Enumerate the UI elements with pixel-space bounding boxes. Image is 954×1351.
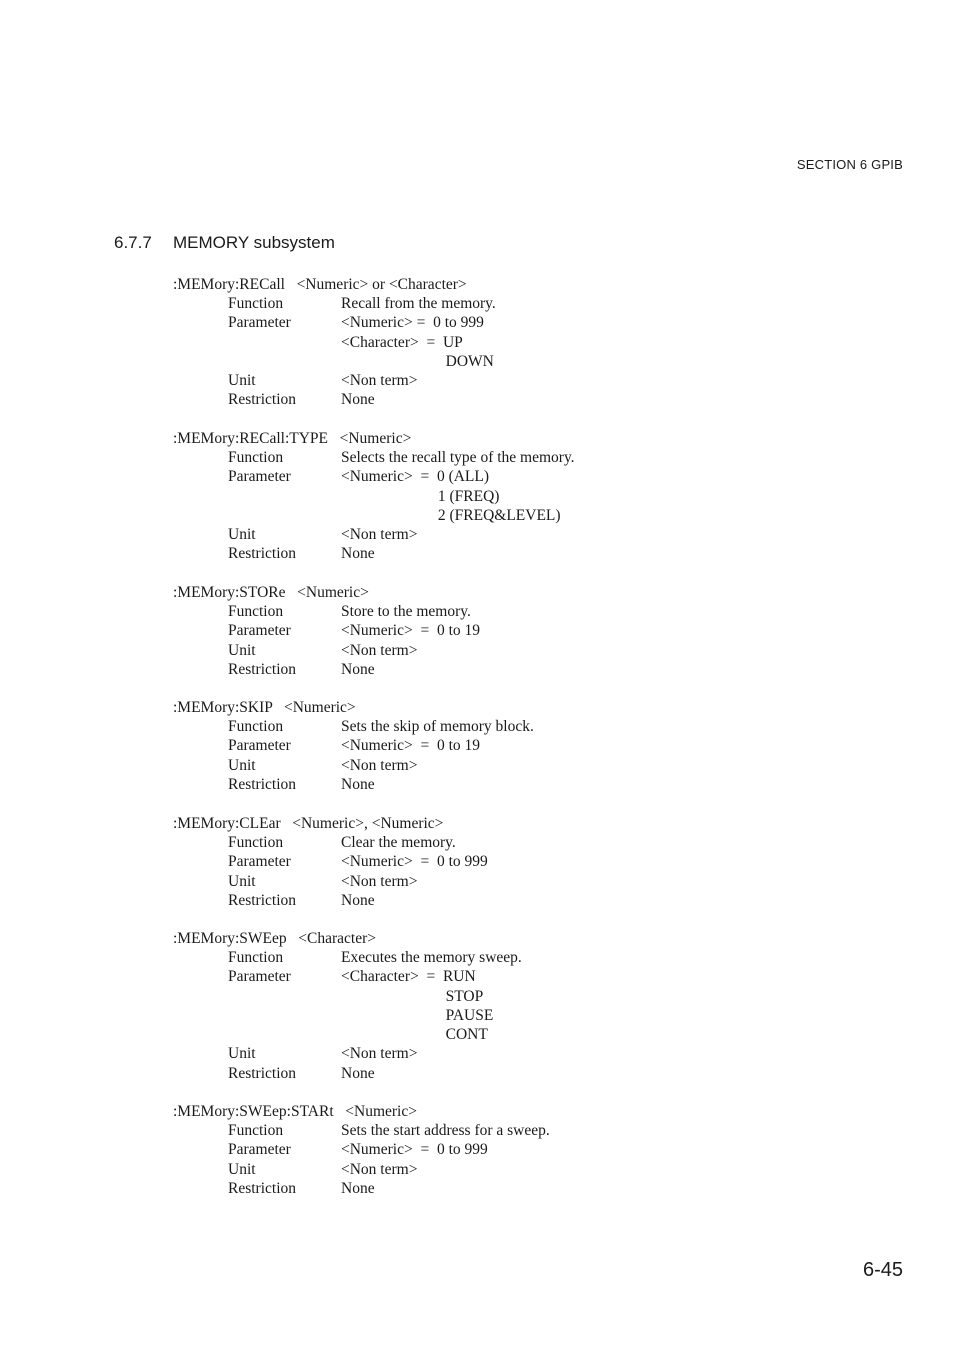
command-row xyxy=(173,948,522,967)
command-row xyxy=(173,987,484,1006)
command-name: :MEMory:CLEar <Numeric>, <Numeric> xyxy=(173,815,444,832)
row-value: DOWN xyxy=(341,352,494,370)
command-row xyxy=(173,641,418,660)
row-value: <Non term> xyxy=(341,526,418,544)
row-value: <Non term> xyxy=(341,756,418,774)
row-value: <Non term> xyxy=(341,872,418,890)
row-label: Parameter xyxy=(228,1141,291,1159)
running-header: SECTION 6 GPIB xyxy=(796,157,903,172)
command-block xyxy=(173,929,522,1083)
row-value: <Numeric> = 0 to 999 xyxy=(341,1141,488,1159)
command-row xyxy=(173,352,494,371)
row-value: <Character> = UP xyxy=(341,333,463,351)
row-label: Function xyxy=(228,295,284,312)
command-block xyxy=(173,698,534,794)
command-row xyxy=(173,736,481,755)
row-value: <Numeric> = 0 to 19 xyxy=(341,737,481,755)
row-value: None xyxy=(341,1064,375,1082)
row-value: <Non term> xyxy=(341,1160,418,1178)
command-row xyxy=(173,448,575,467)
row-label: Function xyxy=(228,949,284,966)
command-row xyxy=(173,294,496,313)
row-value: <Numeric> = 0 (ALL) xyxy=(341,468,490,486)
row-label: Restriction xyxy=(228,545,297,563)
row-label: Restriction xyxy=(228,1064,297,1082)
command-block xyxy=(173,429,575,564)
row-label: Function xyxy=(228,834,284,851)
command-row xyxy=(173,967,476,986)
command-row xyxy=(173,1140,488,1159)
row-value: Recall from the memory. xyxy=(341,295,496,312)
command-row xyxy=(173,756,418,775)
row-label: Unit xyxy=(228,1045,256,1063)
row-value: CONT xyxy=(341,1026,488,1044)
command-row xyxy=(173,1044,418,1063)
row-value: <Non term> xyxy=(341,641,418,659)
command-row xyxy=(173,1064,376,1083)
command-name: :MEMory:STORe <Numeric> xyxy=(173,584,369,601)
section-title-text: MEMORY subsystem xyxy=(173,233,335,252)
row-label: Function xyxy=(228,603,284,620)
command-row xyxy=(173,1179,417,1198)
row-label: Restriction xyxy=(228,775,297,793)
row-label: Parameter xyxy=(228,737,291,755)
command-block xyxy=(173,583,481,679)
command-row xyxy=(173,660,375,679)
command-row xyxy=(173,506,561,525)
row-value: Sets the start address for a sweep. xyxy=(341,1122,550,1139)
command-row xyxy=(173,1121,550,1140)
command-row xyxy=(173,333,467,352)
command-name: :MEMory:RECall:TYPE <Numeric> xyxy=(173,430,412,447)
row-label: Unit xyxy=(228,872,256,890)
row-value: <Character> = RUN xyxy=(341,968,476,986)
command-row xyxy=(173,371,467,390)
command-row xyxy=(173,1006,494,1025)
command-name: :MEMory:SKIP <Numeric> xyxy=(173,699,356,716)
row-value: Sets the skip of memory block. xyxy=(341,718,534,735)
command-block xyxy=(173,814,488,910)
command-row xyxy=(173,872,443,891)
command-row xyxy=(173,467,490,486)
row-label: Parameter xyxy=(228,622,291,640)
row-value: Clear the memory. xyxy=(341,834,456,851)
row-value: None xyxy=(341,891,375,909)
command-row xyxy=(173,602,471,621)
command-name: :MEMory:SWEep:STARt <Numeric> xyxy=(173,1103,417,1120)
row-label: Unit xyxy=(228,1160,256,1178)
row-value: Selects the recall type of the memory. xyxy=(341,449,575,466)
row-label: Restriction xyxy=(228,891,297,909)
row-value: <Numeric> = 0 to 19 xyxy=(341,622,481,640)
row-label: Restriction xyxy=(228,1179,297,1197)
command-row xyxy=(173,775,375,794)
row-label: Function xyxy=(228,718,284,735)
row-value: Executes the memory sweep. xyxy=(341,949,522,966)
row-label: Parameter xyxy=(228,468,291,486)
command-row xyxy=(173,1160,417,1179)
row-label: Restriction xyxy=(228,391,297,409)
row-value: 2 (FREQ&LEVEL) xyxy=(341,506,561,524)
row-label: Parameter xyxy=(228,968,291,986)
row-value: None xyxy=(341,391,375,409)
row-label: Parameter xyxy=(228,853,291,871)
row-value: Store to the memory. xyxy=(341,603,471,620)
row-label: Restriction xyxy=(228,660,297,678)
command-row xyxy=(173,833,456,852)
row-value: 1 (FREQ) xyxy=(341,487,500,505)
section-number: 6.7.7 xyxy=(114,233,152,252)
row-label: Unit xyxy=(228,372,256,390)
row-value: None xyxy=(341,775,375,793)
command-row xyxy=(173,852,488,871)
row-value: <Non term> xyxy=(341,1045,418,1063)
command-row xyxy=(173,891,443,910)
command-name: :MEMory:SWEep <Character> xyxy=(173,930,376,947)
command-row xyxy=(173,390,467,409)
row-value: None xyxy=(341,545,375,563)
command-row xyxy=(173,487,500,506)
command-row xyxy=(173,544,411,563)
row-label: Unit xyxy=(228,526,256,544)
row-value: PAUSE xyxy=(341,1006,494,1024)
row-value: <Non term> xyxy=(341,372,418,390)
row-value: None xyxy=(341,660,375,678)
row-label: Unit xyxy=(228,756,256,774)
command-block xyxy=(173,1102,550,1198)
row-value: <Numeric> = 0 to 999 xyxy=(341,853,488,871)
command-row xyxy=(173,1025,488,1044)
command-row xyxy=(173,525,418,544)
row-value: <Numeric> = 0 to 999 xyxy=(341,314,484,332)
row-value: None xyxy=(341,1179,375,1197)
row-value: STOP xyxy=(341,987,484,1005)
command-row xyxy=(173,621,481,640)
command-name: :MEMory:RECall <Numeric> or <Character> xyxy=(173,276,467,293)
command-block xyxy=(173,275,496,410)
page-number: 6-45 xyxy=(862,1259,903,1281)
section-heading xyxy=(114,233,335,253)
command-row xyxy=(173,313,484,332)
row-label: Function xyxy=(228,1122,284,1139)
row-label: Parameter xyxy=(228,314,291,332)
command-row xyxy=(173,717,534,736)
row-label: Function xyxy=(228,449,284,466)
row-label: Unit xyxy=(228,641,256,659)
